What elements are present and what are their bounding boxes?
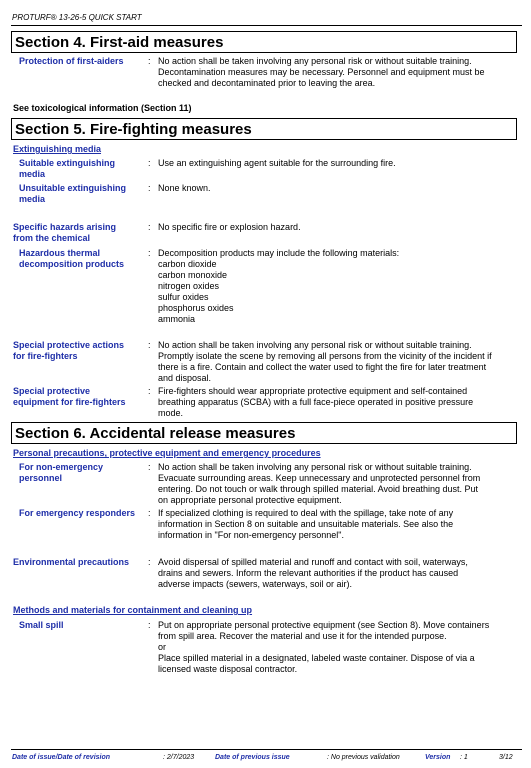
unsuitable-extinguishing-label: Unsuitable extinguishing media <box>19 183 127 204</box>
unsuitable-extinguishing-text: None known. <box>158 183 211 193</box>
special-protective-equipment-label: Special protective equipment for fire-fighters <box>13 386 126 407</box>
protection-first-aiders-label: Protection of first-aiders <box>19 56 124 66</box>
colon: : <box>148 56 151 66</box>
colon: : <box>148 620 151 630</box>
footer-date-issue-label-text: Date of issue/Date of revision <box>12 754 111 761</box>
hazardous-decomposition-text: Decomposition products may include the following materials: carbon dioxide carbon monoxide nitrogen oxides sulfur oxides phosphorus oxides ammonia <box>158 248 400 324</box>
emergency-responders-text: If specialized clothing is required to deal with the spillage, take note of any information in Section 8 on suitable and unsuitable materials. See also the information in "For non-emergency personnel". <box>158 508 454 540</box>
protection-first-aiders-text: No action shall be taken involving any personal risk or without suitable training. Decontamination measures may be necessary. Personnel and equipment must be checked and decontaminated prior to leaving the area. <box>158 56 485 88</box>
special-protective-equipment-text: Fire-fighters should wear appropriate protective equipment and self-contained breathing apparatus (SCBA) with a full face-piece operated in positive pressure mode. <box>158 386 474 418</box>
special-protective-actions-label: Special protective actions for fire-fighters <box>13 340 125 361</box>
emergency-responders-label: For emergency responders <box>19 508 136 518</box>
small-spill-text: Put on appropriate personal protective equipment (see Section 8). Move containers from spill area. Recover the material and use it for the intended purpose. or Place spilled material in a designated, labeled waste container. Dispose of via a licensed waste disposal contractor. <box>158 620 490 674</box>
footer-version-value: : 1 <box>460 754 468 761</box>
footer-previous-issue-label-text: Date of previous issue <box>215 754 290 761</box>
non-emergency-personnel-label: For non-emergency personnel <box>19 462 104 483</box>
section-6-header <box>11 422 517 444</box>
small-spill-label: Small spill <box>19 620 64 630</box>
specific-hazards-text: No specific fire or explosion hazard. <box>158 222 301 232</box>
footer-page-number: 3/12 <box>499 754 513 761</box>
header-divider <box>11 25 522 26</box>
extinguishing-media-heading: Extinguishing media <box>13 144 102 154</box>
footer-date-issue-label <box>12 753 110 762</box>
methods-materials-heading: Methods and materials for containment and cleaning up <box>13 605 253 615</box>
environmental-precautions-text: Avoid dispersal of spilled material and runoff and contact with soil, waterways, drains and sewers. Inform the relevant authorities if the product has caused adverse impacts (sewers, waterways, soil or air). <box>158 557 468 589</box>
footer-previous-issue-value: : No previous validation <box>327 754 400 761</box>
document-product-name: PROTURF® 13-26-5 QUICK START <box>12 13 142 22</box>
colon: : <box>148 462 151 472</box>
specific-hazards-label: Specific hazards arising from the chemical <box>13 222 117 243</box>
environmental-precautions-label: Environmental precautions <box>13 557 130 567</box>
section-5-title: Section 5. Fire-fighting measures <box>15 121 252 138</box>
section-4-header <box>11 31 517 53</box>
hazardous-decomposition-label: Hazardous thermal decomposition products <box>19 248 125 269</box>
suitable-extinguishing-label: Suitable extinguishing media <box>19 158 116 179</box>
footer-previous-issue-label <box>215 753 290 762</box>
colon: : <box>148 386 151 396</box>
section-6-title: Section 6. Accidental release measures <box>15 425 296 442</box>
special-protective-actions-text: No action shall be taken involving any personal risk or without suitable training. Promptly isolate the scene by removing all persons from the vicinity of the incident if there is a fire. Contain and collect the water used to fight the fire for later treatment and disposal. <box>158 340 492 383</box>
footer-version-label-text: Version <box>425 754 451 761</box>
suitable-extinguishing-text: Use an extinguishing agent suitable for the surrounding fire. <box>158 158 396 168</box>
colon: : <box>148 508 151 518</box>
section-5-header <box>11 118 517 140</box>
see-toxicological-note: See toxicological information (Section 11) <box>13 103 192 113</box>
colon: : <box>148 158 151 168</box>
section-4-title: Section 4. First-aid measures <box>15 34 224 51</box>
colon: : <box>148 222 151 232</box>
colon: : <box>148 183 151 193</box>
footer-divider <box>11 749 522 750</box>
personal-precautions-heading: Personal precautions, protective equipment and emergency procedures <box>13 448 321 458</box>
footer-version-label <box>425 753 450 762</box>
colon: : <box>148 340 151 350</box>
colon: : <box>148 557 151 567</box>
non-emergency-personnel-text: No action shall be taken involving any personal risk or without suitable training. Evacuate surrounding areas. Keep unnecessary and unprotected personnel from entering. Do not touch or walk through spilled material. Avoid breathing dust. Put on appropriate personal protective equipment. <box>158 462 481 505</box>
footer-date-issue-value: : 2/7/2023 <box>163 754 195 761</box>
colon: : <box>148 248 151 258</box>
